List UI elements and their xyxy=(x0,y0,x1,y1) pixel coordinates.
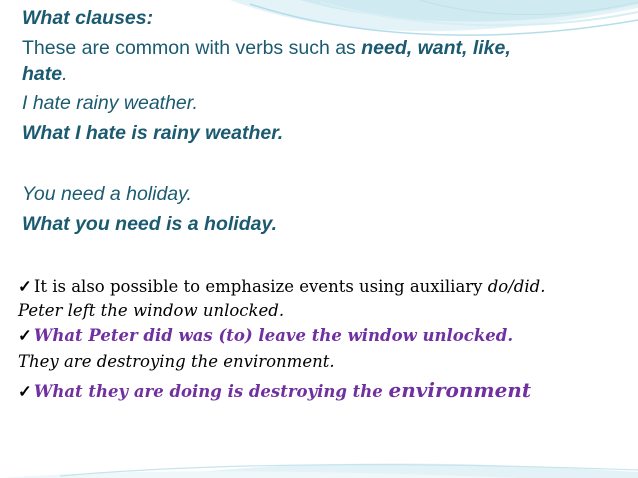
example-4-plain: They are destroying the environment. xyxy=(18,352,335,371)
example-2-cleft: What you need is a holiday. xyxy=(22,213,277,235)
example-3-cleft-line xyxy=(18,325,513,347)
slide-heading: What clauses: xyxy=(22,7,154,29)
checkmark-icon: ✓ xyxy=(18,277,32,296)
example-1-plain: I hate rainy weather. xyxy=(22,92,198,114)
checkmark-icon: ✓ xyxy=(18,382,32,401)
intro-end: . xyxy=(62,63,68,85)
events-note xyxy=(18,276,545,298)
example-2-plain: You need a holiday. xyxy=(22,183,192,205)
intro-verbs-last: hate xyxy=(22,63,63,85)
events-note-text: It is also possible to emphasize events using auxiliary xyxy=(33,277,488,296)
intro-text: These are common with verbs such as xyxy=(22,37,362,59)
intro-line-2 xyxy=(22,62,68,86)
example-4-cleft-start: What they are doing is destroying the xyxy=(33,382,389,401)
checkmark-icon: ✓ xyxy=(18,326,32,345)
example-3-cleft: What Peter did was (to) leave the window unlocked. xyxy=(33,326,514,345)
example-1-cleft: What I hate is rainy weather. xyxy=(22,122,284,144)
example-3-plain: Peter left the window unlocked. xyxy=(18,301,285,320)
example-4-cleft-line xyxy=(18,379,531,403)
events-note-aux: do/did. xyxy=(487,277,546,296)
example-4-cleft-end: environment xyxy=(388,378,532,402)
intro-line-1 xyxy=(22,36,511,60)
intro-verbs: need, want, like, xyxy=(361,37,511,59)
